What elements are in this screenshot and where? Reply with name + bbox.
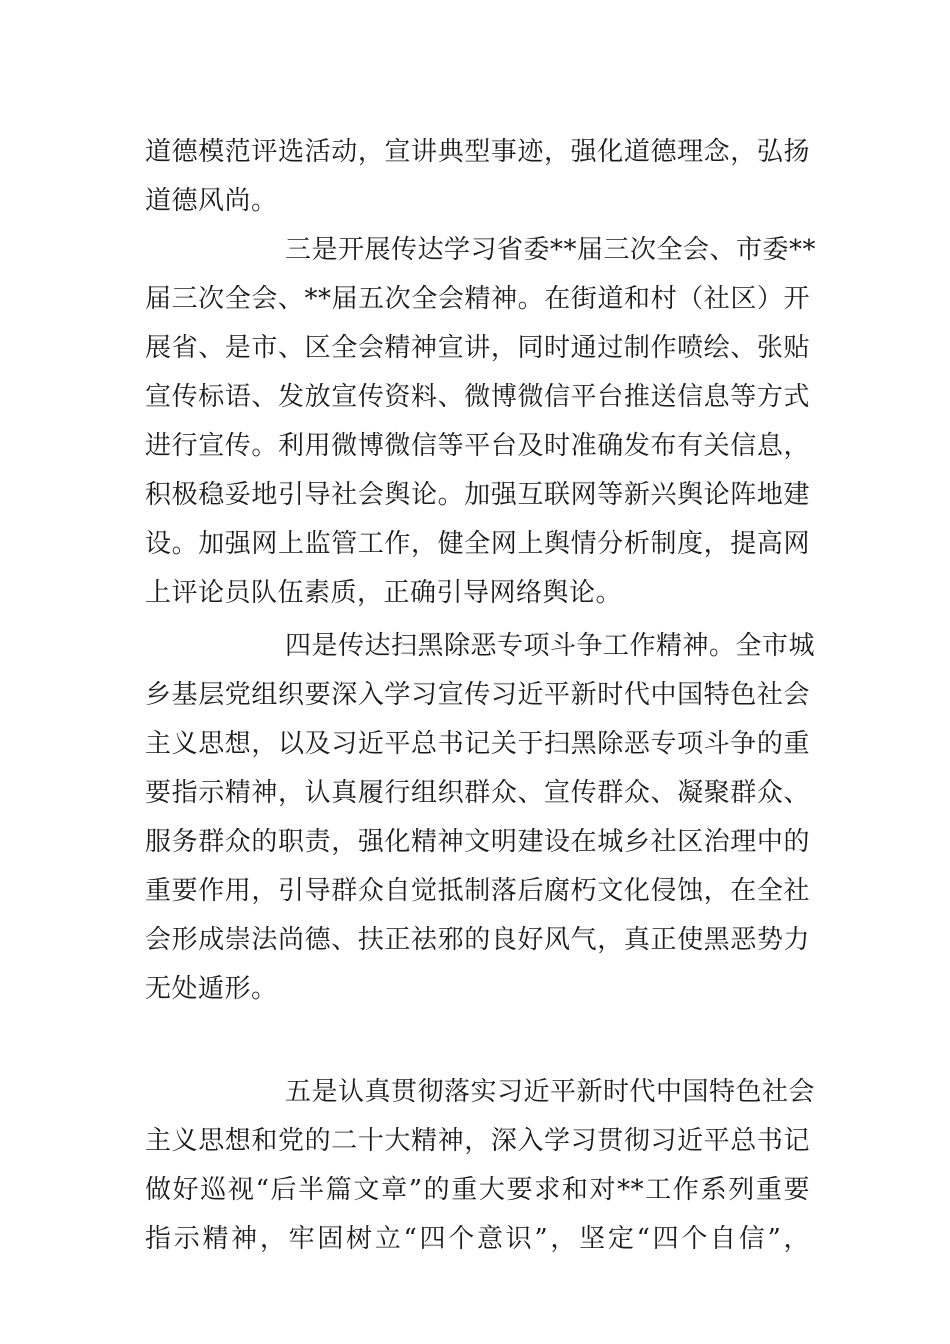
- paragraph-four: [145, 622, 816, 1014]
- paragraph-line: 积极稳妥地引导社会舆论。加强互联网等新兴舆论阵地建: [145, 480, 810, 510]
- paragraph-line: 上评论员队伍素质，正确引导网络舆论。: [145, 578, 623, 608]
- paragraph-line: 要指示精神，认真履行组织群众、宣传群众、凝聚群众、: [145, 778, 810, 808]
- paragraph-line: 道德风尚。: [145, 186, 278, 216]
- paragraph-line: 展省、是市、区全会精神宣讲，同时通过制作喷绘、张贴: [145, 333, 810, 363]
- paragraph-line: 主义思想，以及习近平总书记关于扫黑除恶专项斗争的重: [145, 729, 810, 759]
- paragraph-line: 四是传达扫黑除恶专项斗争工作精神。全市城: [285, 631, 816, 661]
- paragraph-line: 宣传标语、发放宣传资料、微博微信平台推送信息等方式: [145, 382, 810, 412]
- paragraph-line: 三是开展传达学习省委**届三次全会、市委**: [285, 235, 817, 265]
- paragraph-line: 会形成崇法尚德、扶正祛邪的良好风气，真正使黑恶势力: [145, 925, 810, 955]
- paragraph-five: [145, 1068, 816, 1264]
- paragraph-line: 五是认真贯彻落实习近平新时代中国特色社会: [285, 1077, 816, 1107]
- paragraph-line: 届三次全会、**届五次全会精神。在街道和村（社区）开: [145, 284, 810, 314]
- paragraph-line: 无处遁形。: [145, 974, 278, 1004]
- paragraph-line: 重要作用，引导群众自觉抵制落后腐朽文化侵蚀，在全社: [145, 876, 810, 906]
- paragraph-line: 进行宣传。利用微博微信等平台及时准确发布有关信息，: [145, 431, 810, 461]
- paragraph-line: 主义思想和党的二十大精神，深入学习贯彻习近平总书记: [145, 1126, 810, 1156]
- paragraph-line: 指示精神，牢固树立“四个意识”，坚定“四个自信”，: [145, 1224, 810, 1254]
- paragraph-three: [145, 226, 817, 618]
- paragraph-line: 乡基层党组织要深入学习宣传习近平新时代中国特色社会: [145, 680, 810, 710]
- paragraph-continuation: [145, 128, 810, 226]
- paragraph-line: 做好巡视“后半篇文章”的重大要求和对**工作系列重要: [145, 1175, 810, 1205]
- paragraph-line: 设。加强网上监管工作，健全网上舆情分析制度，提高网: [145, 529, 810, 559]
- paragraph-line: 服务群众的职责，强化精神文明建设在城乡社区治理中的: [145, 827, 810, 857]
- paragraph-line: 道德模范评选活动，宣讲典型事迹，强化道德理念，弘扬: [145, 137, 810, 167]
